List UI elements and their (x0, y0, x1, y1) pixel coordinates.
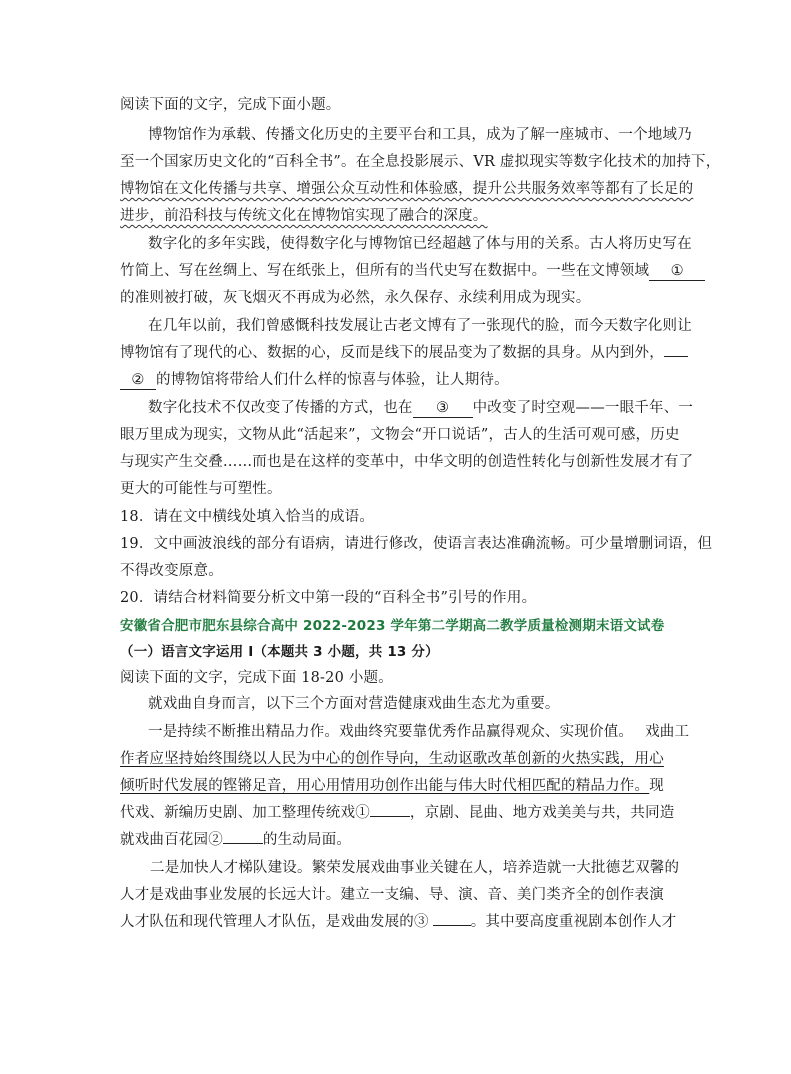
paragraph-line: 就戏曲百花园② 的生动局面。 (120, 832, 352, 848)
section-heading: （一）语言文字运用 I（本题共 3 小题，共 13 分） (120, 644, 439, 660)
paragraph-line: 与现实产生交叠……而也是在这样的变革中，中华文明的创造性转化与创新性发展才有了 (120, 454, 694, 470)
paragraph-line: 就戏曲自身而言，以下三个方面对营造健康戏曲生态尤为重要。 (148, 696, 560, 712)
paragraph-line: 一是持续不断推出精品力作。戏曲终究要靠优秀作品赢得观众、实现价值。 戏曲工 (148, 724, 690, 740)
paragraph-line: 博物馆有了现代的心、数据的心，反而是线下的展品变为了数据的具身。从内到外， (120, 344, 688, 362)
answer-blank-1: ① (649, 262, 705, 281)
answer-blank-b (223, 843, 263, 844)
underlined-text: 作者应坚持始终围绕以人民为中心的创作导向，生动讴歌改革创新的火热实践，用心 (120, 751, 664, 767)
paragraph-line: 在几年以前，我们曾感慨科技发展让古老文博有了一张现代的脸，而今天数字化则让 (148, 318, 692, 334)
paragraph-line: 眼万里成为现实，文物从此“活起来”，文物会“开口说话”，古人的生活可观可感，历史 (120, 427, 680, 443)
answer-blank-c (433, 925, 471, 926)
paragraph-line: ② 的博物馆将带给人们什么样的惊喜与体验，让人期待。 (120, 371, 509, 390)
wavy-underlined-line (120, 207, 488, 225)
paragraph-line: 博物馆作为承载、传播文化历史的主要平台和工具，成为了解一座城市、一个地域乃 (148, 127, 692, 143)
paragraph-line: 代戏、新编历史剧、加工整理传统戏① ，京剧、昆曲、地方戏美美与共，共同造 (120, 805, 675, 821)
paragraph-line: 数字化技术不仅改变了传播的方式，也在 ③ 中改变了时空观——一眼千年、一 (148, 400, 694, 416)
answer-blank-2: ② (120, 371, 156, 390)
paragraph-line: 至一个国家历史文化的“百科全书”。在全息投影展示、VR 虚拟现实等数字化技术的加持下， (120, 154, 721, 170)
paragraph-line: 人才队伍和现代管理人才队伍，是戏曲发展的③ 。其中要高度重视剧本创作人才 (120, 914, 677, 930)
reading-instruction: 阅读下面的文字，完成下面小题。 (120, 97, 341, 113)
reading-instruction-2: 阅读下面的文字，完成下面 18-20 小题。 (120, 670, 393, 686)
wavy-text: 博物馆在文化传播与共享、增强公众互动性和体验感，提升公共服务效率等都有了长足的 (120, 181, 694, 197)
paragraph-line: 数字化的多年实践，使得数字化与博物馆已经超越了体与用的关系。古人将历史写在 (148, 236, 692, 252)
answer-blank-3: ③ (413, 399, 473, 418)
wavy-underlined-line (120, 180, 693, 198)
question-18: 18．请在文中横线处填入恰当的成语。 (120, 509, 375, 525)
paragraph-line: 二是加快人才梯队建设。繁荣发展戏曲事业关键在人，培养造就一大批德艺双馨的 (150, 860, 680, 876)
exam-source-title: 安徽省合肥市肥东县综合高中 2022-2023 学年第二学期高二教学质量检测期末语文试卷 (120, 618, 665, 634)
paragraph-line: 竹简上、写在丝绸上、写在纸张上，但所有的当代史写在数据中。一些在文博领域 ① (120, 262, 705, 281)
underlined-line (120, 750, 664, 768)
wavy-text: 进步，前沿科技与传统文化在博物馆实现了融合的深度。 (120, 208, 488, 224)
question-19: 19．文中画波浪线的部分有语病，请进行修改，使语言表达准确流畅。可少量增删词语，但 (120, 536, 713, 552)
underlined-line: 倾听时代发展的铿锵足音，用心用情用功创作出能与伟大时代相匹配的精品力作。现 (120, 778, 664, 794)
question-19-cont: 不得改变原意。 (120, 563, 223, 579)
question-20: 20．请结合材料简要分析文中第一段的“百科全书”引号的作用。 (120, 590, 537, 606)
answer-blank-2-start (664, 356, 688, 357)
paragraph-line: 人才是戏曲事业发展的长远大计。建立一支编、导、演、音、美门类齐全的创作表演 (120, 887, 664, 903)
answer-blank-a (370, 816, 410, 817)
underlined-text: 倾听时代发展的铿锵足音，用心用情用功创作出能与伟大时代相匹配的精品力作。 (120, 778, 650, 794)
paragraph-line: 更大的可能性与可塑性。 (120, 481, 282, 497)
paragraph-line: 的准则被打破，灰飞烟灭不再成为必然，永久保存、永续利用成为现实。 (120, 290, 591, 306)
